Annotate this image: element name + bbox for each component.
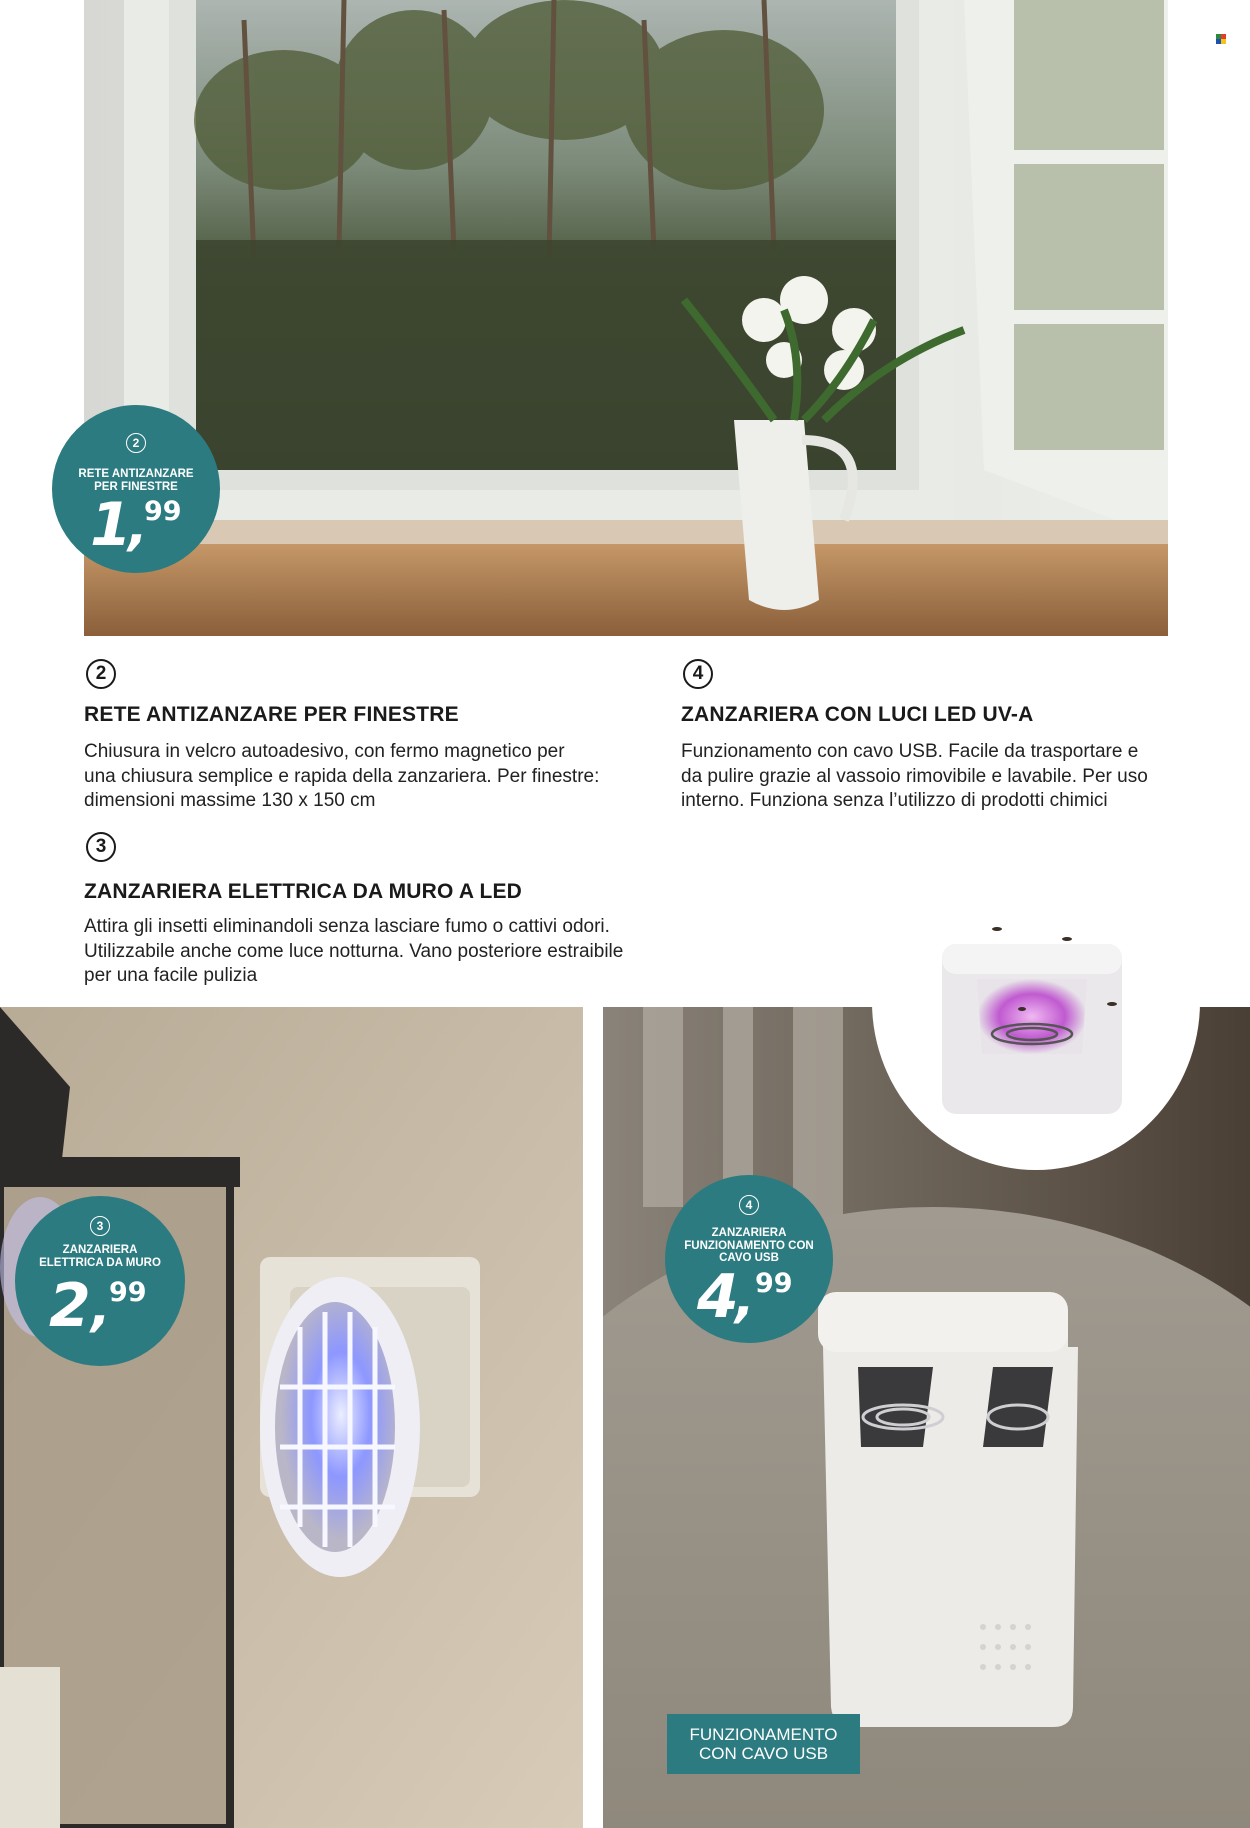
product-description-zanzariera-muro: Attira gli insetti eliminandoli senza lasciare fumo o cattivi odori. Utilizzabile anche come luce notturna. Vano posteriore estraibile per una facile pulizia bbox=[84, 916, 624, 986]
product-number-3: 3 bbox=[86, 832, 116, 862]
price-badge-zanzariera-muro bbox=[15, 1196, 185, 1366]
price-decimal: 99 bbox=[109, 1277, 147, 1308]
badge-number: 3 bbox=[90, 1216, 110, 1236]
badge-label: RETE ANTIZANZARE PER FINESTRE bbox=[78, 468, 194, 493]
price-badge-rete bbox=[52, 405, 220, 573]
usb-zapper-photo bbox=[603, 1007, 1250, 1828]
product-description-rete: Chiusura in velcro autoadesivo, con fermo magnetico per una chiusura semplice e rapida della zanzariera. Per finestre: dimensioni massime 130 x 150 cm bbox=[84, 741, 600, 811]
price-badge-zanzariera-usb bbox=[665, 1175, 833, 1343]
price-integer: 4 bbox=[697, 1262, 739, 1332]
window-net-photo bbox=[84, 0, 1168, 636]
price-comma: , bbox=[91, 1278, 111, 1338]
wall-zapper-photo bbox=[0, 1007, 583, 1828]
uv-device-inset bbox=[872, 834, 1200, 1170]
product-title-rete: RETE ANTIZANZARE PER FINESTRE bbox=[84, 703, 459, 726]
product-number-2: 2 bbox=[86, 659, 116, 689]
usb-callout: FUNZIONAMENTO CON CAVO USB bbox=[667, 1714, 860, 1774]
product-number-4: 4 bbox=[683, 659, 713, 689]
product-description-zanzariera-uva: Funzionamento con cavo USB. Facile da trasportare e da pulire grazie al vassoio rimovibile e lavabile. Per uso interno. Funziona senza l’utilizzo di prodotti chimici bbox=[681, 741, 1148, 811]
badge-number: 2 bbox=[126, 433, 146, 453]
price-decimal: 99 bbox=[755, 1268, 793, 1299]
price-integer: 1 bbox=[90, 490, 132, 560]
price-decimal: 99 bbox=[144, 496, 182, 527]
price-comma: , bbox=[128, 497, 148, 557]
badge-number: 4 bbox=[739, 1195, 759, 1215]
product-title-zanzariera-muro: ZANZARIERA ELETTRICA DA MURO A LED bbox=[84, 880, 523, 903]
brand-logo-icon bbox=[1216, 34, 1226, 44]
product-title-zanzariera-uva: ZANZARIERA CON LUCI LED UV-A bbox=[681, 703, 1034, 726]
badge-label: ZANZARIERA FUNZIONAMENTO CON CAVO USB bbox=[684, 1227, 814, 1264]
price-integer: 2 bbox=[49, 1271, 91, 1341]
price-comma: , bbox=[735, 1269, 755, 1329]
badge-label: ZANZARIERA ELETTRICA DA MURO bbox=[39, 1244, 161, 1269]
